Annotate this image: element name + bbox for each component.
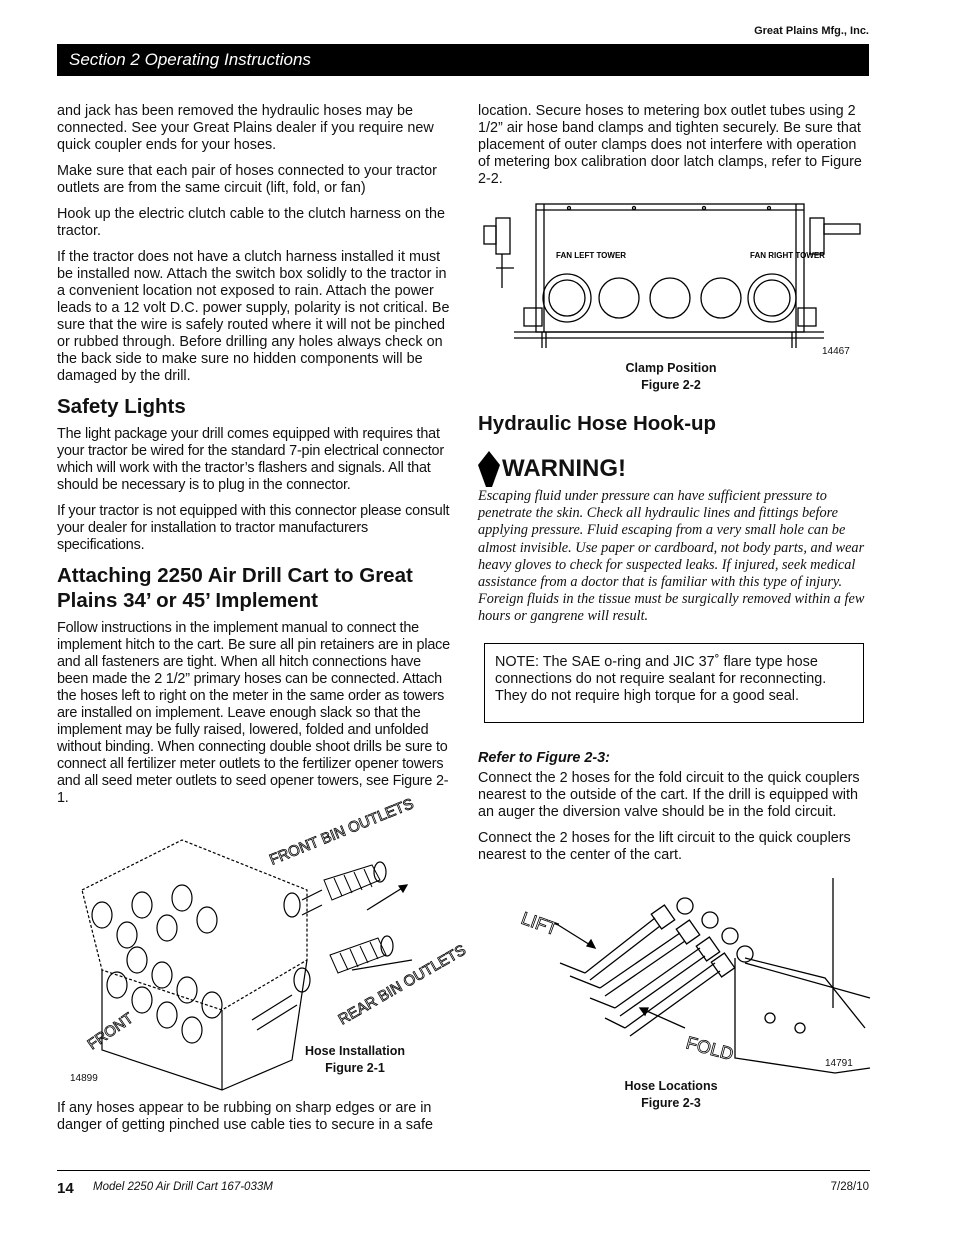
figure-2-2-caption	[600, 360, 742, 394]
fold-label: FOLD	[683, 1032, 736, 1065]
warning-text: Escaping fluid under pressure can have sufficient pressure to penetrate the skin. Check all hydraulic lines and fittings before applying pressure. Fluid escaping from a very small hole can be almost invisible. Use paper or cardboard, not body parts, and wear heavy gloves to check for suspected leaks. If injured, seek medical assistance from a doctor that is familiar with this type of injury. Foreign fluids in the tissue must be surgically removed within a few hours or gangrene will result.	[478, 488, 865, 625]
paragraph: Hook up the electric clutch cable to the clutch harness on the tractor.	[57, 206, 445, 239]
paragraph: and jack has been removed the hydraulic hoses may be connected. See your Great Plains dealer if you require new quick coupler ends for your hoses.	[57, 103, 434, 153]
front-bin-outlets-label: FRONT BIN OUTLETS	[267, 795, 417, 869]
rear-bin-outlets-label: REAR BIN OUTLETS	[335, 941, 469, 1029]
left-column-bottom	[57, 1100, 452, 1143]
fan-left-tower-label: FAN LEFT TOWER	[556, 251, 627, 260]
figure-id: 14791	[825, 1058, 853, 1069]
lift-label: LIFT	[518, 907, 561, 940]
page-number: 14	[57, 1180, 74, 1197]
section-header-bar	[57, 44, 869, 76]
refer-label: Refer to Figure 2-3:	[478, 750, 610, 766]
hose-locations-drawing	[515, 878, 875, 1083]
revision-date: 7/28/10	[830, 1181, 869, 1193]
caption-number: Figure 2-2	[641, 378, 701, 392]
paragraph: If any hoses appear to be rubbing on sharp edges or are in danger of getting pinched use cable ties to secure in a safe	[57, 1100, 434, 1133]
front-label: FRONT	[84, 1009, 137, 1054]
company-name: Great Plains Mfg., Inc.	[754, 25, 869, 37]
caption-number: Figure 2-3	[641, 1096, 701, 1110]
paragraph: location. Secure hoses to metering box outlet tubes using 2 1/2” air hose band clamps and tighten securely. Be sure that placement of outer clamps does not interfere with operation of metering box calibration door latch clamps, refer to Figure 2-2.	[478, 103, 862, 187]
hydraulic-heading: Hydraulic Hose Hook-up	[478, 412, 717, 435]
left-column	[57, 103, 452, 816]
warning-header	[478, 451, 870, 487]
paragraph: If the tractor does not have a clutch harness installed it must be installed now. Attach the switch box solidly to the tractor in a convenient location not exposed to rain. Attach the power leads to a 12 volt D.C. power supply, polarity is not critical. Be sure that the wire is safely routed where it will not be pinched or rubbed through. Before drilling any holes always check on the back side to make sure no hidden components will be damaged by the drill.	[57, 249, 450, 384]
figure-2-3-caption	[600, 1078, 742, 1112]
clamp-position-drawing	[484, 198, 864, 358]
hydraulic-heading-wrap	[478, 411, 716, 443]
paragraph: The light package your drill comes equipped with requires that your tractor be wired for the standard 7-pin electrical connector which will work with the tractor’s flashers and signals. All that should be necessary is to plug in the connector.	[57, 426, 444, 493]
caption-title: Clamp Position	[625, 361, 717, 375]
figure-id: 14899	[70, 1073, 98, 1084]
model-info: Model 2250 Air Drill Cart 167-033M	[93, 1181, 273, 1193]
paragraph: Make sure that each pair of hoses connected to your tractor outlets are from the same circuit (lift, fold, or fan)	[57, 163, 437, 196]
section-title: Section 2 Operating Instructions	[69, 50, 311, 69]
caption-number: Figure 2-1	[325, 1061, 385, 1075]
note-box	[484, 643, 864, 723]
warning-title: WARNING!	[502, 455, 626, 482]
caption-title: Hose Locations	[624, 1079, 718, 1093]
figure-id: 14467	[822, 346, 850, 357]
right-column-top	[478, 103, 870, 197]
figure-2-2	[484, 198, 864, 358]
fan-right-tower-label: FAN RIGHT TOWER	[750, 251, 825, 260]
safety-lights-heading: Safety Lights	[57, 395, 186, 418]
figure-2-3	[515, 878, 875, 1083]
warning-block	[478, 451, 870, 626]
note-text: NOTE: The SAE o-ring and JIC 37˚ flare type hose connections do not require sealant for reconnecting. They do not require high torque for a good seal.	[495, 654, 827, 704]
footer-rule	[57, 1170, 870, 1171]
warning-icon	[478, 451, 500, 487]
figure-2-1-caption	[290, 1043, 420, 1077]
right-column-lower	[478, 750, 870, 873]
paragraph: Connect the 2 hoses for the lift circuit to the quick couplers nearest to the center of the cart.	[478, 830, 851, 863]
paragraph: Follow instructions in the implement manual to connect the implement hitch to the cart. Be sure all pin retainers are in place and all fasteners are tight. When all hitch connections have been made the 2 1/2” primary hoses can be connected. Attach the hoses left to right on the meter in the same order as towers are installed on implement. Leave enough slack so that the implement may be fully raised, lowered, folded and unfolded without binding. When connecting double shoot drills be sure to connect all fertilizer meter outlets to the fertilizer opener towers and all seed meter outlets to seed opener towers, see Figure 2-1.	[57, 620, 450, 806]
paragraph: If your tractor is not equipped with this connector please consult your dealer for installation to tractor manufacturers specifications.	[57, 503, 450, 553]
attaching-heading: Attaching 2250 Air Drill Cart to Great Plains 34’ or 45’ Implement	[57, 564, 413, 612]
caption-title: Hose Installation	[304, 1044, 406, 1058]
paragraph: Connect the 2 hoses for the fold circuit to the quick couplers nearest to the outside of the cart. If the drill is equipped with an auger the diversion valve should be in the fold circuit.	[478, 770, 860, 820]
